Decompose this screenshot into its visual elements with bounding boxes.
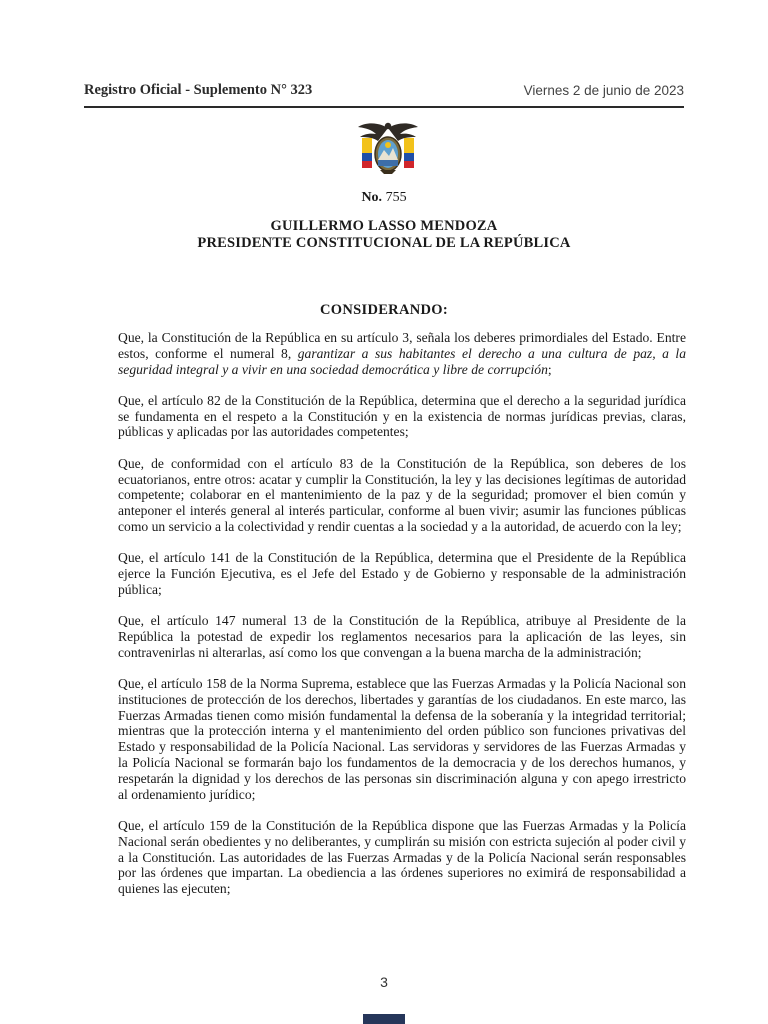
document-body [118,330,686,912]
publication-title: Registro Oficial - Suplemento N° 323 [84,82,313,98]
paragraph-5: Que, el artículo 147 numeral 13 de la Constitución de la República, atribuye al Presidente de la República la potestad de expedir los reglamentos necesarios para la aplicación de las leyes, sin contravenirlas ni alterarlas, así como los que convengan a la buena marcha de la administración; [118,613,686,660]
paragraph-text: Que, la Constitución de la República en su artículo 3, señala los deberes primordiales del Estado. Entre estos, conforme el numeral 8, [118,330,686,361]
paragraph-4: Que, el artículo 141 de la Constitución de la República, determina que el Presidente de la República ejerce la Función Ejecutiva, es el Jefe del Estado y de Gobierno y responsable de la administración pública; [118,550,686,597]
header-divider [84,106,684,108]
paragraph-emphasis: garantizar a sus habitantes el derecho a una cultura de paz, a la seguridad integral y a vivir en una sociedad democrática y libre de corrupción [118,345,686,377]
coat-of-arms-icon [356,118,420,176]
section-heading: CONSIDERANDO: [320,302,448,318]
paragraph-2: Que, el artículo 82 de la Constitución de la República, determina que el derecho a la seguridad jurídica se fundamenta en el respeto a la Constitución y en la existencia de normas jurídicas previas, claras, públicas y aplicadas por las autoridades competentes; [118,392,686,440]
paragraph-6: Que, el artículo 158 de la Norma Suprema, establece que las Fuerzas Armadas y la Policía Nacional son instituciones de protección de los derechos, libertades y garantías de los ciudadanos. En este marco, las Fuerzas Armadas tienen como misión fundamental la defensa de la soberanía y la integridad territorial; mientras que la protección interna y el mantenimiento del orden público son funciones privativas del Estado y responsabilidad de la Policía Nacional. Las servidoras y servidores de las Fuerzas Armadas y la Policía Nacional se formarán bajo los fundamentos de la democracia y de los derechos humanos, y respetarán la dignidad y los derechos de las personas sin discriminación alguna y con apego irrestricto al ordenamiento jurídico; [118,676,686,802]
decree-number-value: 755 [385,190,407,205]
paragraph-7: Que, el artículo 159 de la Constitución de la República dispone que las Fuerzas Armadas y la Policía Nacional serán obedientes y no deliberantes, y cumplirán su misión con estricta sujeción al poder civil y a la Constitución. Las autoridades de las Fuerzas Armadas y de la Policía Nacional serán responsables por las órdenes que impartan. La obediencia a las órdenes superiores no eximirá de responsabilidad a quienes las ejecuten; [118,817,686,897]
bottom-bar [363,1014,405,1024]
decree-number-label: No. [361,190,383,205]
paragraph-3: Que, de conformidad con el artículo 83 de la Constitución de la República, son deberes de los ecuatorianos, entre otros: acatar y cumplir la Constitución, la ley y las decisiones legítimas de autoridad competente; colaborar en el mantenimiento de la paz y de la seguridad; promover el bien común y anteponer el interés general al interés particular, conforme al buen vivir; asumir las funciones públicas como un servicio a la colectividad y rendir cuentas a la sociedad y a la autoridad, de acuerdo con la ley; [118,455,686,534]
page-number: 3 [380,974,388,990]
president-office: PRESIDENTE CONSTITUCIONAL DE LA REPÚBLICA [197,235,571,251]
paragraph-text-end: ; [547,361,552,377]
paragraph-1 [118,330,686,377]
president-name: GUILLERMO LASSO MENDOZA [270,218,498,234]
publication-date: Viernes 2 de junio de 2023 [523,83,684,98]
decree-number [0,190,768,206]
page-header [84,82,684,104]
